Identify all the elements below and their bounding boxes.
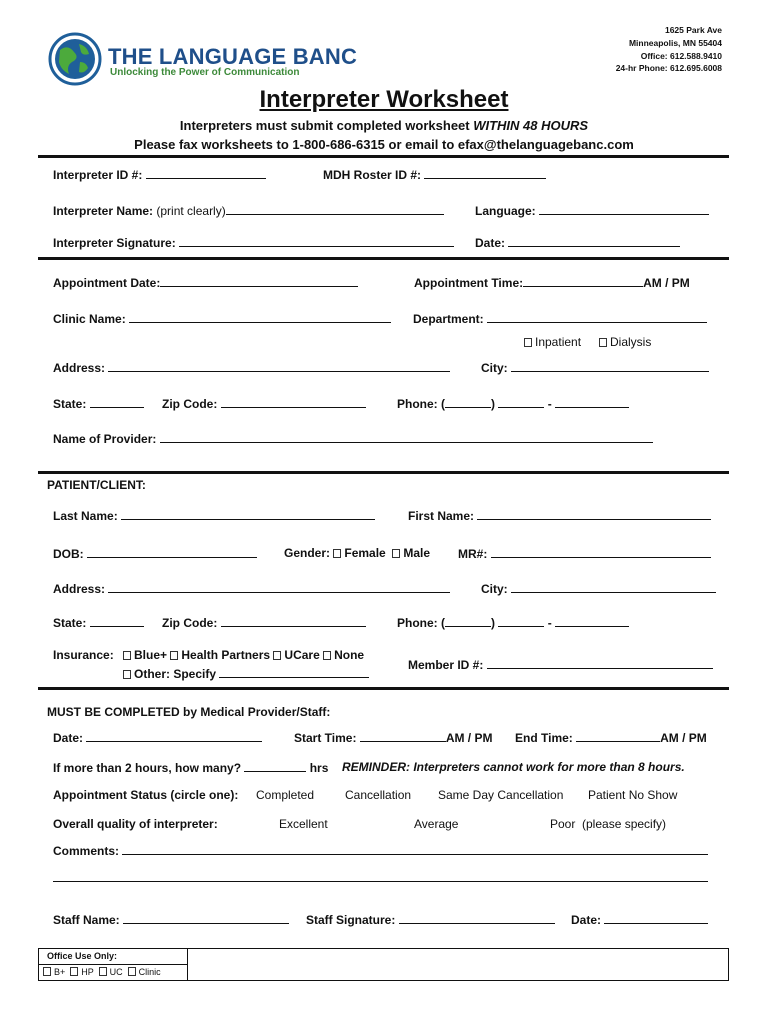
staff-name-field[interactable]: Staff Name: xyxy=(53,912,289,927)
address-line: Minneapolis, MN 55404 xyxy=(628,38,722,48)
language-field[interactable]: Language: xyxy=(475,203,709,218)
clinic-name-field[interactable]: Clinic Name: xyxy=(53,311,391,326)
appointment-state-field[interactable]: State: xyxy=(53,396,144,411)
extra-hours-field[interactable]: If more than 2 hours, how many? hrs xyxy=(53,761,329,775)
ucare-checkbox[interactable] xyxy=(273,651,281,660)
office-use-box xyxy=(38,948,729,981)
section-divider xyxy=(38,155,729,158)
patient-last-name-field[interactable]: Last Name: xyxy=(53,508,375,523)
status-completed-option[interactable]: Completed xyxy=(256,788,315,802)
inpatient-checkbox[interactable]: Inpatient xyxy=(524,335,581,349)
quality-poor-option[interactable]: Poor (please specify) xyxy=(550,817,667,831)
section-divider xyxy=(38,471,729,474)
quality-label: Overall quality of interpreter: xyxy=(53,817,218,831)
page-title: Interpreter Worksheet xyxy=(259,86,509,113)
quality-excellent-option[interactable]: Excellent xyxy=(279,817,328,831)
patient-zip-field[interactable]: Zip Code: xyxy=(162,615,366,630)
interpreter-date-field[interactable]: Date: xyxy=(475,235,680,250)
provider-heading: MUST BE COMPLETED by Medical Provider/Staff: xyxy=(47,705,331,719)
insurance-options: Blue+ Health Partners UCare None xyxy=(123,648,364,662)
patient-phone-field[interactable]: Phone: ( ) - xyxy=(397,615,629,630)
address-line: 1625 Park Ave xyxy=(664,25,722,35)
other-insurance-field[interactable]: Other: Specify xyxy=(123,666,369,681)
service-date-field[interactable]: Date: xyxy=(53,730,262,745)
mr-number-field[interactable]: MR#: xyxy=(458,546,711,561)
appointment-phone-field[interactable]: Phone: ( ) - xyxy=(397,396,629,411)
staff-date-field[interactable]: Date: xyxy=(571,912,708,927)
patient-city-field[interactable]: City: xyxy=(481,581,716,596)
office-use-options: B+ HP UC Clinic xyxy=(43,967,161,978)
appointment-time-field[interactable]: Appointment Time: AM / PM xyxy=(414,276,690,290)
blue-plus-checkbox[interactable] xyxy=(123,651,131,660)
address-line: Office: 612.588.9410 xyxy=(640,51,722,61)
fax-email-instructions: Please fax worksheets to 1-800-686-6315 or email to efax@thelanguagebanc.com xyxy=(134,137,634,152)
uc-checkbox[interactable] xyxy=(99,967,107,976)
interpreter-id-field[interactable]: Interpreter ID #: xyxy=(53,167,266,182)
dialysis-checkbox[interactable]: Dialysis xyxy=(599,335,651,349)
male-checkbox[interactable] xyxy=(392,549,400,558)
department-field[interactable]: Department: xyxy=(413,311,707,326)
section-divider xyxy=(38,687,729,690)
interpreter-name-field[interactable]: Interpreter Name: (print clearly) xyxy=(53,203,444,218)
start-time-field[interactable]: Start Time: AM / PM xyxy=(294,731,493,745)
appointment-zip-field[interactable]: Zip Code: xyxy=(162,396,366,411)
appointment-city-field[interactable]: City: xyxy=(481,360,709,375)
patient-state-field[interactable]: State: xyxy=(53,615,144,630)
status-label: Appointment Status (circle one): xyxy=(53,788,239,802)
status-no-show-option[interactable]: Patient No Show xyxy=(588,788,678,802)
staff-signature-field[interactable]: Staff Signature: xyxy=(306,912,555,927)
submission-deadline: Interpreters must submit completed worksheet WITHIN 48 HOURS xyxy=(179,118,589,133)
clinic-checkbox[interactable] xyxy=(128,967,136,976)
insurance-label: Insurance: xyxy=(53,648,114,662)
female-checkbox[interactable] xyxy=(333,549,341,558)
appointment-address-field[interactable]: Address: xyxy=(53,360,450,375)
comments-line[interactable] xyxy=(53,881,708,882)
globe-logo-icon xyxy=(46,32,106,86)
address-line: 24-hr Phone: 612.695.6008 xyxy=(615,63,722,73)
appointment-date-field[interactable]: Appointment Date: xyxy=(53,275,358,290)
health-partners-checkbox[interactable] xyxy=(170,651,178,660)
provider-name-field[interactable]: Name of Provider: xyxy=(53,431,653,446)
interpreter-signature-field[interactable]: Interpreter Signature: xyxy=(53,235,454,250)
bplus-checkbox[interactable] xyxy=(43,967,51,976)
hp-checkbox[interactable] xyxy=(70,967,78,976)
status-same-day-cancellation-option[interactable]: Same Day Cancellation xyxy=(438,788,564,802)
dob-field[interactable]: DOB: xyxy=(53,546,257,561)
reminder-text: REMINDER: Interpreters cannot work for more than 8 hours. xyxy=(342,760,685,774)
none-checkbox[interactable] xyxy=(323,651,331,660)
quality-average-option[interactable]: Average xyxy=(414,817,459,831)
patient-heading: PATIENT/CLIENT: xyxy=(47,478,146,492)
other-checkbox[interactable] xyxy=(123,670,131,679)
checkbox-icon xyxy=(524,338,532,347)
member-id-field[interactable]: Member ID #: xyxy=(408,657,713,672)
office-use-label: Office Use Only: xyxy=(47,951,118,961)
checkbox-icon xyxy=(599,338,607,347)
logo-name: THE LANGUAGE BANC xyxy=(108,44,358,69)
roster-id-field[interactable]: MDH Roster ID #: xyxy=(323,167,546,182)
status-cancellation-option[interactable]: Cancellation xyxy=(345,788,412,802)
patient-address-field[interactable]: Address: xyxy=(53,581,450,596)
section-divider xyxy=(38,257,729,260)
comments-field[interactable]: Comments: xyxy=(53,843,708,858)
end-time-field[interactable]: End Time: AM / PM xyxy=(515,731,707,745)
logo-tagline: Unlocking the Power of Communication xyxy=(110,67,300,78)
gender-field: Gender: Female Male xyxy=(284,546,431,560)
patient-first-name-field[interactable]: First Name: xyxy=(408,508,711,523)
